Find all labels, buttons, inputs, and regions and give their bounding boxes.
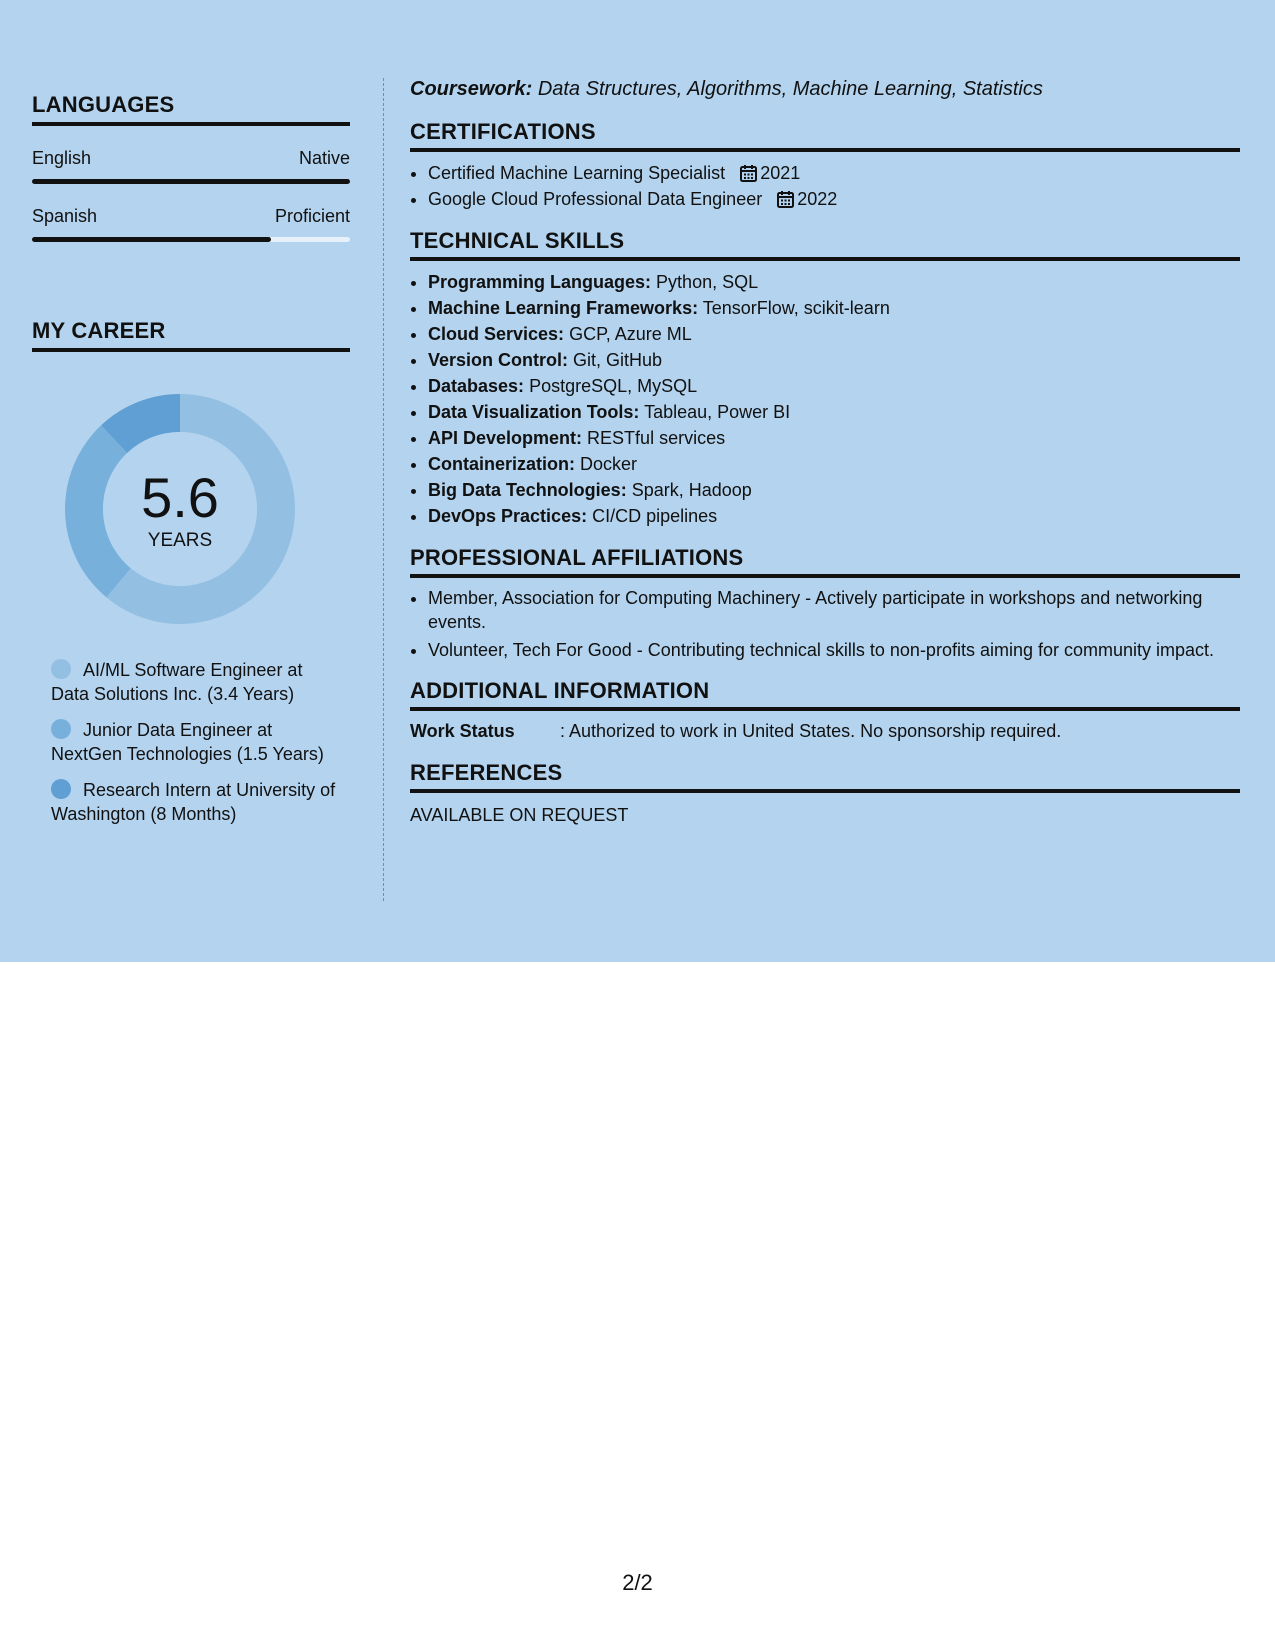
skills-heading: TECHNICAL SKILLS xyxy=(410,228,1240,261)
page-number: 2/2 xyxy=(622,1570,653,1595)
skill-value: RESTful services xyxy=(587,428,726,448)
certifications-list xyxy=(410,160,1240,212)
affiliations-heading: PROFESSIONAL AFFILIATIONS xyxy=(410,545,1240,578)
certifications-section xyxy=(410,119,1240,212)
skill-value: Tableau, Power BI xyxy=(644,402,791,422)
affiliation-item: • Volunteer, Tech For Good - Contributing technical skills to non-profits aiming for community impact. xyxy=(428,638,1240,662)
career-total-years: 5.6 xyxy=(141,466,219,529)
skill-value: Docker xyxy=(580,454,638,474)
skill-label: Data Visualization Tools: xyxy=(428,402,640,422)
additional-info-heading: ADDITIONAL INFORMATION xyxy=(410,678,1240,711)
certification-item xyxy=(428,160,1240,186)
references-text: AVAILABLE ON REQUEST xyxy=(410,805,629,825)
work-status-label: Work Status xyxy=(410,721,515,741)
language-bar xyxy=(32,179,350,184)
skill-label: Databases: xyxy=(428,376,525,396)
skill-item xyxy=(428,373,1240,399)
skill-label: DevOps Practices: xyxy=(428,506,588,526)
languages-heading: LANGUAGES xyxy=(32,92,350,126)
certifications-heading: CERTIFICATIONS xyxy=(410,119,1240,152)
career-legend-label: AI/ML Software Engineer at Data Solutions Inc. (3.4 Years) xyxy=(51,660,303,704)
skill-value: TensorFlow, scikit-learn xyxy=(702,298,890,318)
coursework-label: Coursework: xyxy=(410,78,533,100)
skill-value: PostgreSQL, MySQL xyxy=(529,376,698,396)
skill-item xyxy=(428,477,1240,503)
skill-item xyxy=(428,451,1240,477)
additional-info-section xyxy=(410,678,1240,742)
skill-label: Version Control: xyxy=(428,350,569,370)
skill-item xyxy=(428,321,1240,347)
skill-item xyxy=(428,295,1240,321)
skill-value: GCP, Azure ML xyxy=(569,324,692,344)
certification-item xyxy=(428,186,1240,212)
career-legend-item xyxy=(51,778,341,826)
certification-name: Certified Machine Learning Specialist xyxy=(428,163,726,183)
language-name: English xyxy=(32,148,92,168)
language-bar-fill xyxy=(32,179,350,184)
column-divider xyxy=(383,78,384,901)
career-legend-item xyxy=(51,718,341,766)
skills-list xyxy=(410,269,1240,529)
right-column xyxy=(410,78,1240,826)
skill-label: Big Data Technologies: xyxy=(428,480,627,500)
career-legend-item xyxy=(51,658,341,706)
legend-dot xyxy=(51,719,71,739)
career-legend-label: Research Intern at University of Washington (8 Months) xyxy=(51,780,336,824)
skill-label: Programming Languages: xyxy=(428,272,652,292)
skill-item xyxy=(428,399,1240,425)
career-heading: MY CAREER xyxy=(32,318,350,352)
skill-item xyxy=(428,503,1240,529)
certification-year: 2021 xyxy=(760,163,801,183)
skill-item xyxy=(428,347,1240,373)
career-legend xyxy=(51,658,341,826)
language-level: Native xyxy=(298,148,350,168)
language-item xyxy=(32,148,350,184)
legend-dot xyxy=(51,779,71,799)
skill-label: Containerization: xyxy=(428,454,575,474)
affiliations-list xyxy=(410,586,1240,662)
skill-value: Git, GitHub xyxy=(573,350,663,370)
language-name: Spanish xyxy=(32,206,98,226)
left-column xyxy=(32,92,350,838)
skill-value: CI/CD pipelines xyxy=(592,506,718,526)
calendar-icon xyxy=(777,190,794,208)
calendar-icon xyxy=(740,164,757,182)
certification-name: Google Cloud Professional Data Engineer xyxy=(428,189,763,209)
skill-label: Machine Learning Frameworks: xyxy=(428,298,699,318)
skill-item xyxy=(428,425,1240,451)
affiliations-section xyxy=(410,545,1240,662)
career-total-unit: YEARS xyxy=(147,530,213,551)
skill-label: Cloud Services: xyxy=(428,324,565,344)
coursework xyxy=(410,78,1240,101)
skill-item xyxy=(428,269,1240,295)
career-legend-label: Junior Data Engineer at NextGen Technologies (1.5 Years) xyxy=(51,720,324,764)
affiliation-item: • Member, Association for Computing Machinery - Actively participate in workshops and networking events. xyxy=(428,586,1240,634)
work-status-value: : Authorized to work in United States. No sponsorship required. xyxy=(560,721,1062,741)
skills-section xyxy=(410,228,1240,529)
skill-value: Spark, Hadoop xyxy=(631,480,752,500)
skill-label: API Development: xyxy=(428,428,583,448)
work-status-row xyxy=(410,721,1240,742)
coursework-text: Data Structures, Algorithms, Machine Learning, Statistics xyxy=(537,78,1043,100)
career-donut-chart xyxy=(65,394,295,624)
certification-year: 2022 xyxy=(797,189,838,209)
skill-value: Python, SQL xyxy=(656,272,759,292)
legend-dot xyxy=(51,659,71,679)
language-bar xyxy=(32,237,350,242)
references-heading: REFERENCES xyxy=(410,760,1240,793)
language-item xyxy=(32,206,350,242)
language-level: Proficient xyxy=(274,206,350,226)
references-section xyxy=(410,760,1240,826)
language-bar-fill xyxy=(32,237,271,242)
